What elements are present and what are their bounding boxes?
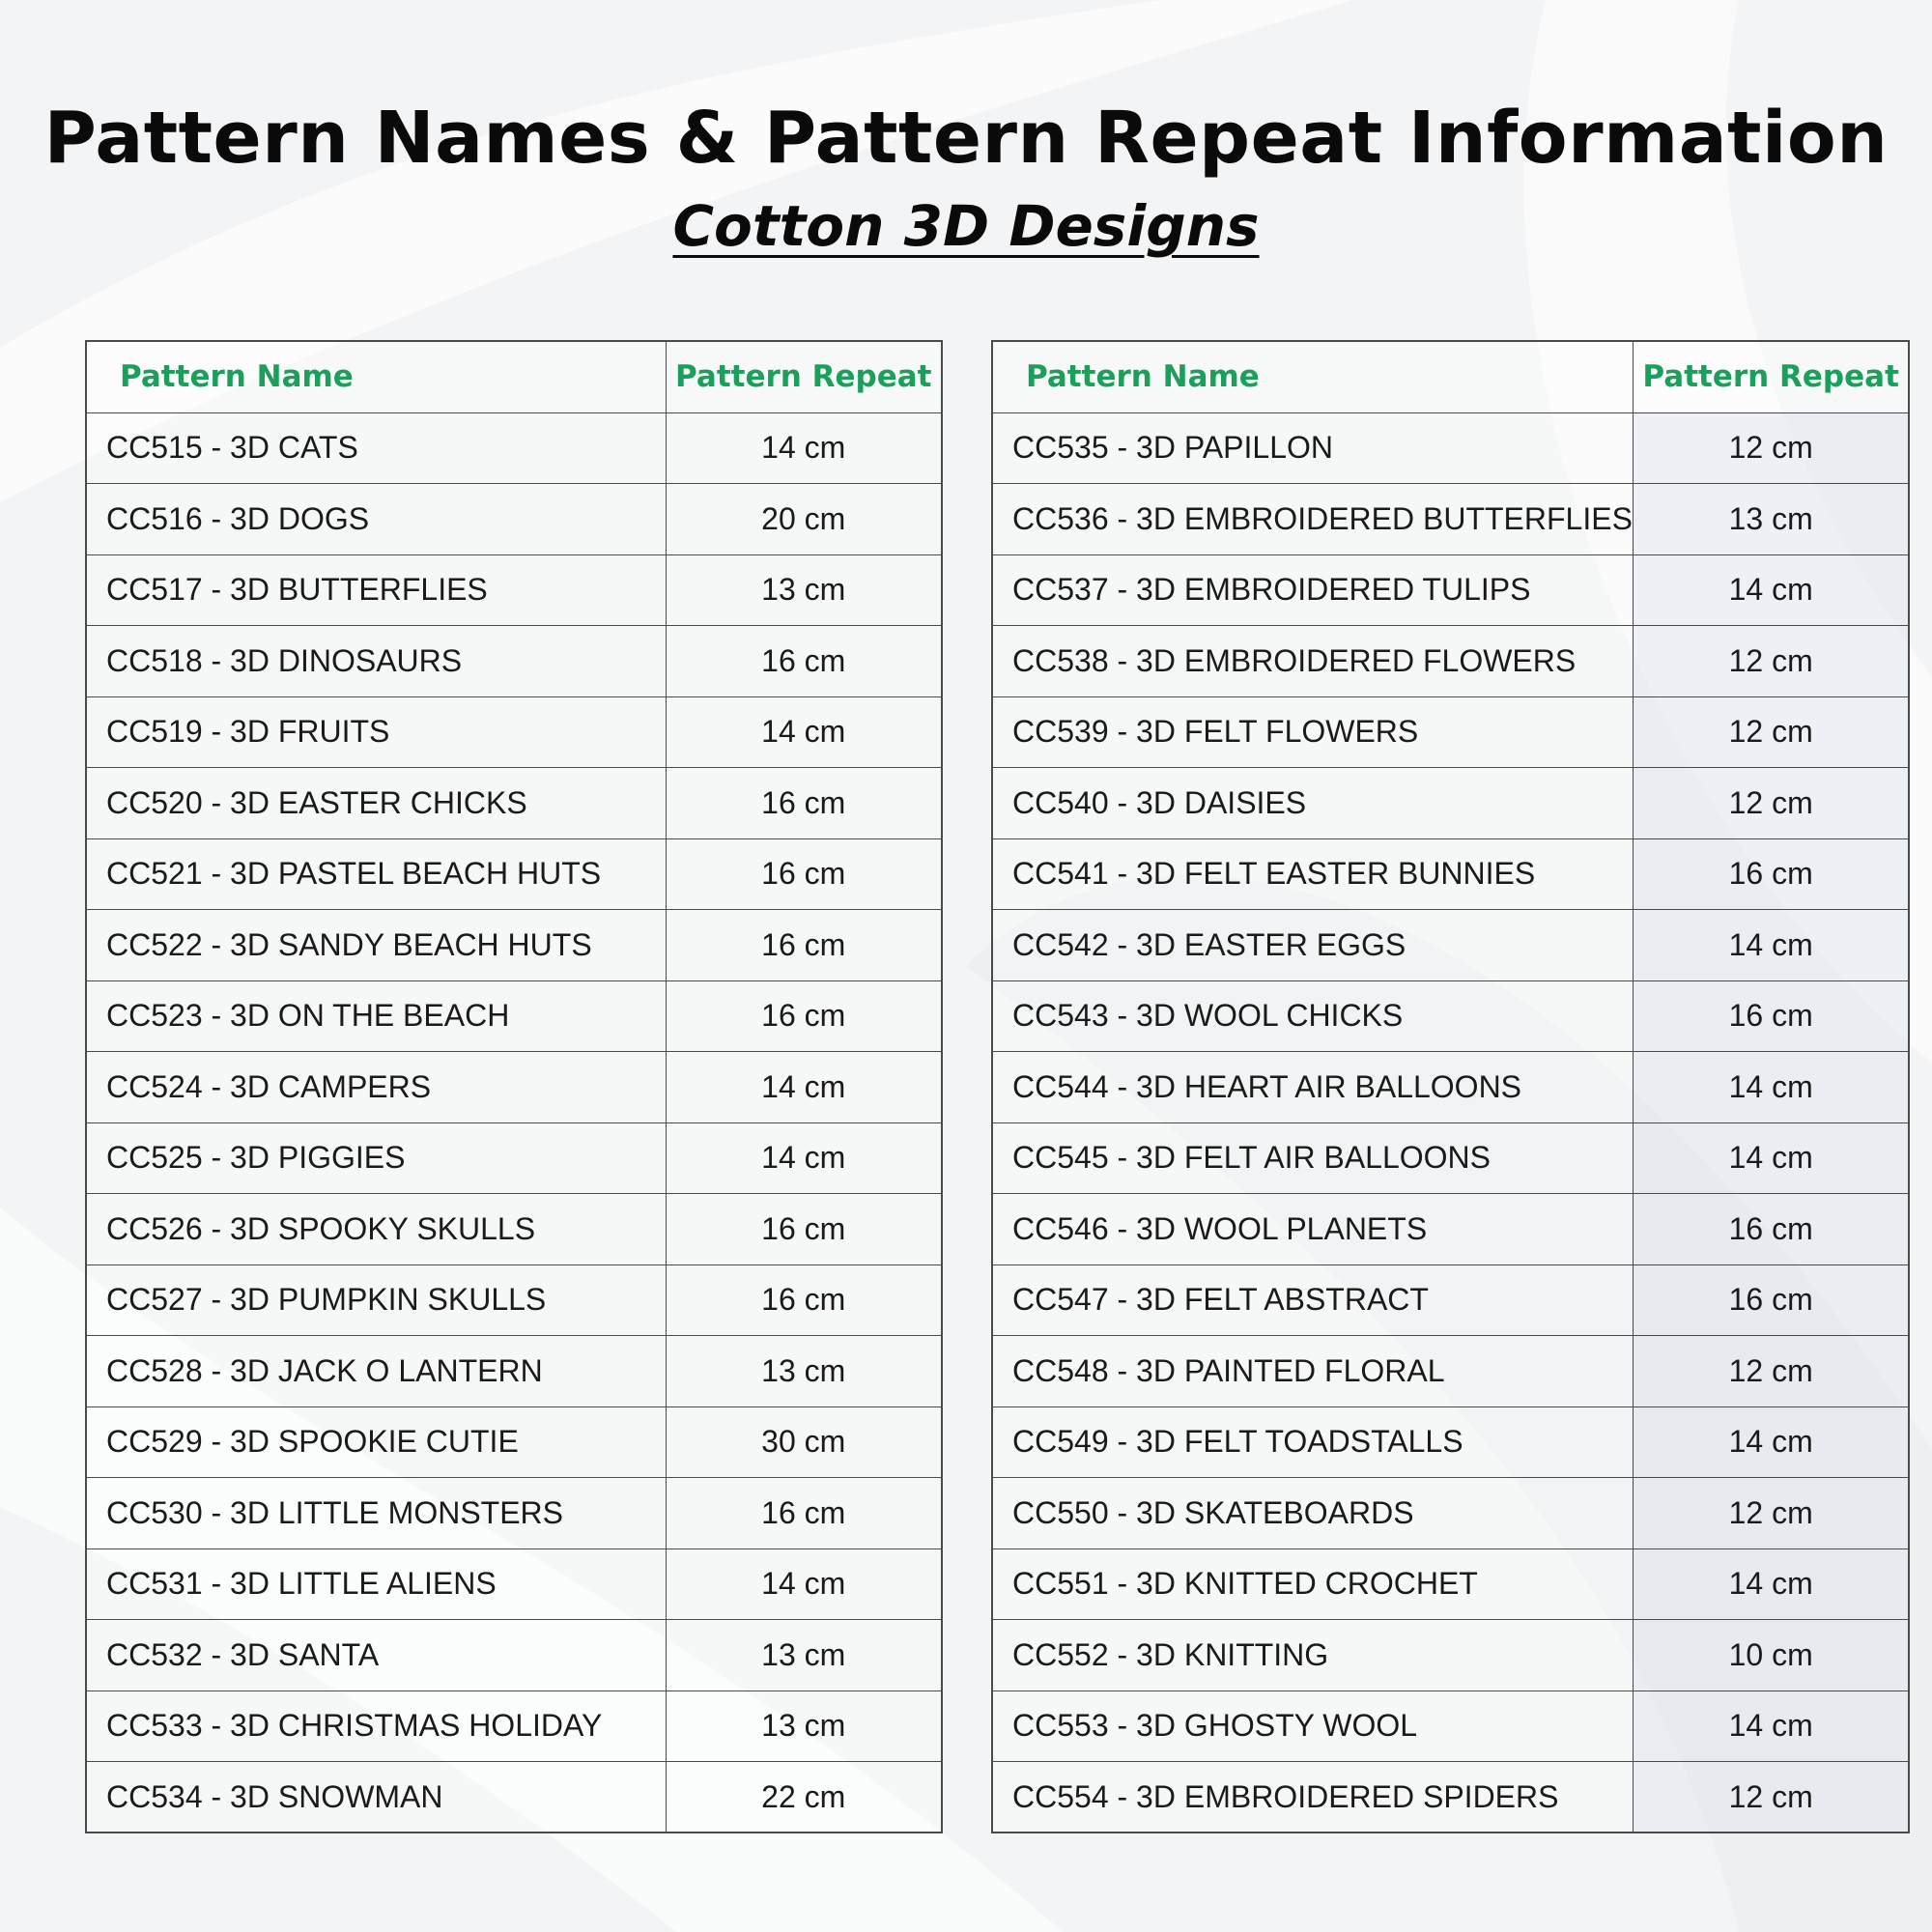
pattern-name-cell: CC517 - 3D BUTTERFLIES <box>86 554 666 626</box>
table-row <box>86 696 942 768</box>
pattern-name-cell: CC516 - 3D DOGS <box>86 484 666 555</box>
pattern-name-cell: CC526 - 3D SPOOKY SKULLS <box>86 1194 666 1265</box>
table-row <box>992 626 1909 697</box>
table-row <box>992 1478 1909 1549</box>
pattern-repeat-cell: 16 cm <box>666 1264 942 1336</box>
pattern-name-cell: CC530 - 3D LITTLE MONSTERS <box>86 1478 666 1549</box>
pattern-name-cell: CC542 - 3D EASTER EGGS <box>992 910 1633 981</box>
table-row <box>86 626 942 697</box>
table-row <box>992 1690 1909 1762</box>
pattern-name-cell: CC533 - 3D CHRISTMAS HOLIDAY <box>86 1690 666 1762</box>
table-row <box>86 1406 942 1478</box>
table-row <box>992 412 1909 484</box>
pattern-repeat-cell: 12 cm <box>1633 768 1909 839</box>
table-row <box>992 484 1909 555</box>
table-row <box>992 980 1909 1052</box>
table-row <box>992 1620 1909 1691</box>
pattern-repeat-cell: 16 cm <box>666 838 942 910</box>
pattern-name-cell: CC528 - 3D JACK O LANTERN <box>86 1336 666 1407</box>
table-row <box>86 980 942 1052</box>
pattern-repeat-cell: 14 cm <box>1633 1122 1909 1194</box>
pattern-table-right <box>991 340 1910 1833</box>
pattern-repeat-cell: 30 cm <box>666 1406 942 1478</box>
pattern-repeat-cell: 16 cm <box>1633 838 1909 910</box>
pattern-repeat-cell: 16 cm <box>666 1478 942 1549</box>
pattern-name-cell: CC534 - 3D SNOWMAN <box>86 1762 666 1833</box>
table-row <box>86 412 942 484</box>
pattern-name-cell: CC535 - 3D PAPILLON <box>992 412 1633 484</box>
pattern-repeat-cell: 12 cm <box>1633 626 1909 697</box>
table-body-left <box>86 412 942 1833</box>
table-row <box>992 554 1909 626</box>
pattern-name-cell: CC544 - 3D HEART AIR BALLOONS <box>992 1052 1633 1123</box>
table-header-row <box>992 341 1909 412</box>
pattern-name-cell: CC520 - 3D EASTER CHICKS <box>86 768 666 839</box>
table-row <box>992 1548 1909 1620</box>
pattern-name-cell: CC536 - 3D EMBROIDERED BUTTERFLIES <box>992 484 1633 555</box>
column-header-pattern-name: Pattern Name <box>992 341 1633 412</box>
pattern-table-left <box>85 340 943 1833</box>
table-row <box>992 1052 1909 1123</box>
table-row <box>992 1122 1909 1194</box>
column-header-pattern-repeat: Pattern Repeat <box>666 341 942 412</box>
page-title: Pattern Names & Pattern Repeat Information <box>43 97 1889 180</box>
pattern-repeat-cell: 14 cm <box>666 696 942 768</box>
pattern-name-cell: CC529 - 3D SPOOKIE CUTIE <box>86 1406 666 1478</box>
table-row <box>992 838 1909 910</box>
pattern-name-cell: CC541 - 3D FELT EASTER BUNNIES <box>992 838 1633 910</box>
table-row <box>86 838 942 910</box>
pattern-name-cell: CC545 - 3D FELT AIR BALLOONS <box>992 1122 1633 1194</box>
table-row <box>992 1264 1909 1336</box>
pattern-name-cell: CC551 - 3D KNITTED CROCHET <box>992 1548 1633 1620</box>
table-row <box>86 1620 942 1691</box>
pattern-name-cell: CC519 - 3D FRUITS <box>86 696 666 768</box>
pattern-repeat-cell: 14 cm <box>1633 910 1909 981</box>
pattern-repeat-cell: 22 cm <box>666 1762 942 1833</box>
pattern-name-cell: CC527 - 3D PUMPKIN SKULLS <box>86 1264 666 1336</box>
pattern-repeat-cell: 12 cm <box>1633 1336 1909 1407</box>
pattern-repeat-cell: 16 cm <box>666 980 942 1052</box>
table-body-right <box>992 412 1909 1833</box>
pattern-repeat-cell: 14 cm <box>1633 1406 1909 1478</box>
pattern-repeat-cell: 12 cm <box>1633 1762 1909 1833</box>
table-row <box>86 484 942 555</box>
pattern-repeat-cell: 20 cm <box>666 484 942 555</box>
table-row <box>992 696 1909 768</box>
pattern-name-cell: CC538 - 3D EMBROIDERED FLOWERS <box>992 626 1633 697</box>
table-row <box>86 1194 942 1265</box>
pattern-repeat-cell: 16 cm <box>1633 980 1909 1052</box>
table-row <box>86 1336 942 1407</box>
pattern-repeat-cell: 13 cm <box>666 1690 942 1762</box>
pattern-name-cell: CC548 - 3D PAINTED FLORAL <box>992 1336 1633 1407</box>
pattern-repeat-cell: 14 cm <box>666 1052 942 1123</box>
pattern-name-cell: CC515 - 3D CATS <box>86 412 666 484</box>
pattern-repeat-cell: 12 cm <box>1633 696 1909 768</box>
table-row <box>86 1478 942 1549</box>
pattern-name-cell: CC521 - 3D PASTEL BEACH HUTS <box>86 838 666 910</box>
pattern-name-cell: CC539 - 3D FELT FLOWERS <box>992 696 1633 768</box>
table-row <box>86 1762 942 1833</box>
pattern-name-cell: CC523 - 3D ON THE BEACH <box>86 980 666 1052</box>
pattern-repeat-cell: 13 cm <box>666 1336 942 1407</box>
pattern-name-cell: CC553 - 3D GHOSTY WOOL <box>992 1690 1633 1762</box>
pattern-name-cell: CC543 - 3D WOOL CHICKS <box>992 980 1633 1052</box>
table-row <box>86 1264 942 1336</box>
table-row <box>86 554 942 626</box>
pattern-repeat-cell: 14 cm <box>1633 1548 1909 1620</box>
pattern-name-cell: CC524 - 3D CAMPERS <box>86 1052 666 1123</box>
pattern-name-cell: CC540 - 3D DAISIES <box>992 768 1633 839</box>
table-row <box>992 1336 1909 1407</box>
table-row <box>992 1194 1909 1265</box>
table-row <box>86 910 942 981</box>
table-header-row <box>86 341 942 412</box>
pattern-repeat-cell: 16 cm <box>1633 1264 1909 1336</box>
pattern-name-cell: CC525 - 3D PIGGIES <box>86 1122 666 1194</box>
table-row <box>86 768 942 839</box>
table-row <box>86 1122 942 1194</box>
pattern-repeat-cell: 16 cm <box>666 768 942 839</box>
table-row <box>86 1548 942 1620</box>
page-subtitle <box>0 193 1932 259</box>
pattern-repeat-cell: 16 cm <box>666 1194 942 1265</box>
pattern-repeat-cell: 12 cm <box>1633 412 1909 484</box>
pattern-repeat-cell: 16 cm <box>1633 1194 1909 1265</box>
pattern-repeat-cell: 14 cm <box>666 1122 942 1194</box>
pattern-repeat-cell: 14 cm <box>666 1548 942 1620</box>
pattern-name-cell: CC554 - 3D EMBROIDERED SPIDERS <box>992 1762 1633 1833</box>
pattern-repeat-cell: 13 cm <box>1633 484 1909 555</box>
pattern-name-cell: CC552 - 3D KNITTING <box>992 1620 1633 1691</box>
column-header-pattern-repeat: Pattern Repeat <box>1633 341 1909 412</box>
pattern-repeat-cell: 16 cm <box>666 910 942 981</box>
pattern-name-cell: CC549 - 3D FELT TOADSTALLS <box>992 1406 1633 1478</box>
pattern-repeat-cell: 16 cm <box>666 626 942 697</box>
pattern-repeat-cell: 12 cm <box>1633 1478 1909 1549</box>
pattern-repeat-cell: 14 cm <box>666 412 942 484</box>
pattern-repeat-cell: 13 cm <box>666 554 942 626</box>
table-row <box>992 1406 1909 1478</box>
pattern-repeat-cell: 10 cm <box>1633 1620 1909 1691</box>
table-row <box>992 910 1909 981</box>
pattern-name-cell: CC518 - 3D DINOSAURS <box>86 626 666 697</box>
pattern-name-cell: CC531 - 3D LITTLE ALIENS <box>86 1548 666 1620</box>
subtitle-text: Cotton 3D Designs <box>672 193 1260 259</box>
table-row <box>86 1052 942 1123</box>
pattern-name-cell: CC532 - 3D SANTA <box>86 1620 666 1691</box>
pattern-repeat-cell: 14 cm <box>1633 554 1909 626</box>
pattern-name-cell: CC537 - 3D EMBROIDERED TULIPS <box>992 554 1633 626</box>
table-row <box>86 1690 942 1762</box>
pattern-name-cell: CC547 - 3D FELT ABSTRACT <box>992 1264 1633 1336</box>
pattern-name-cell: CC546 - 3D WOOL PLANETS <box>992 1194 1633 1265</box>
pattern-name-cell: CC522 - 3D SANDY BEACH HUTS <box>86 910 666 981</box>
table-row <box>992 768 1909 839</box>
pattern-repeat-cell: 14 cm <box>1633 1052 1909 1123</box>
pattern-repeat-cell: 13 cm <box>666 1620 942 1691</box>
pattern-repeat-cell: 14 cm <box>1633 1690 1909 1762</box>
table-row <box>992 1762 1909 1833</box>
column-header-pattern-name: Pattern Name <box>86 341 666 412</box>
pattern-name-cell: CC550 - 3D SKATEBOARDS <box>992 1478 1633 1549</box>
